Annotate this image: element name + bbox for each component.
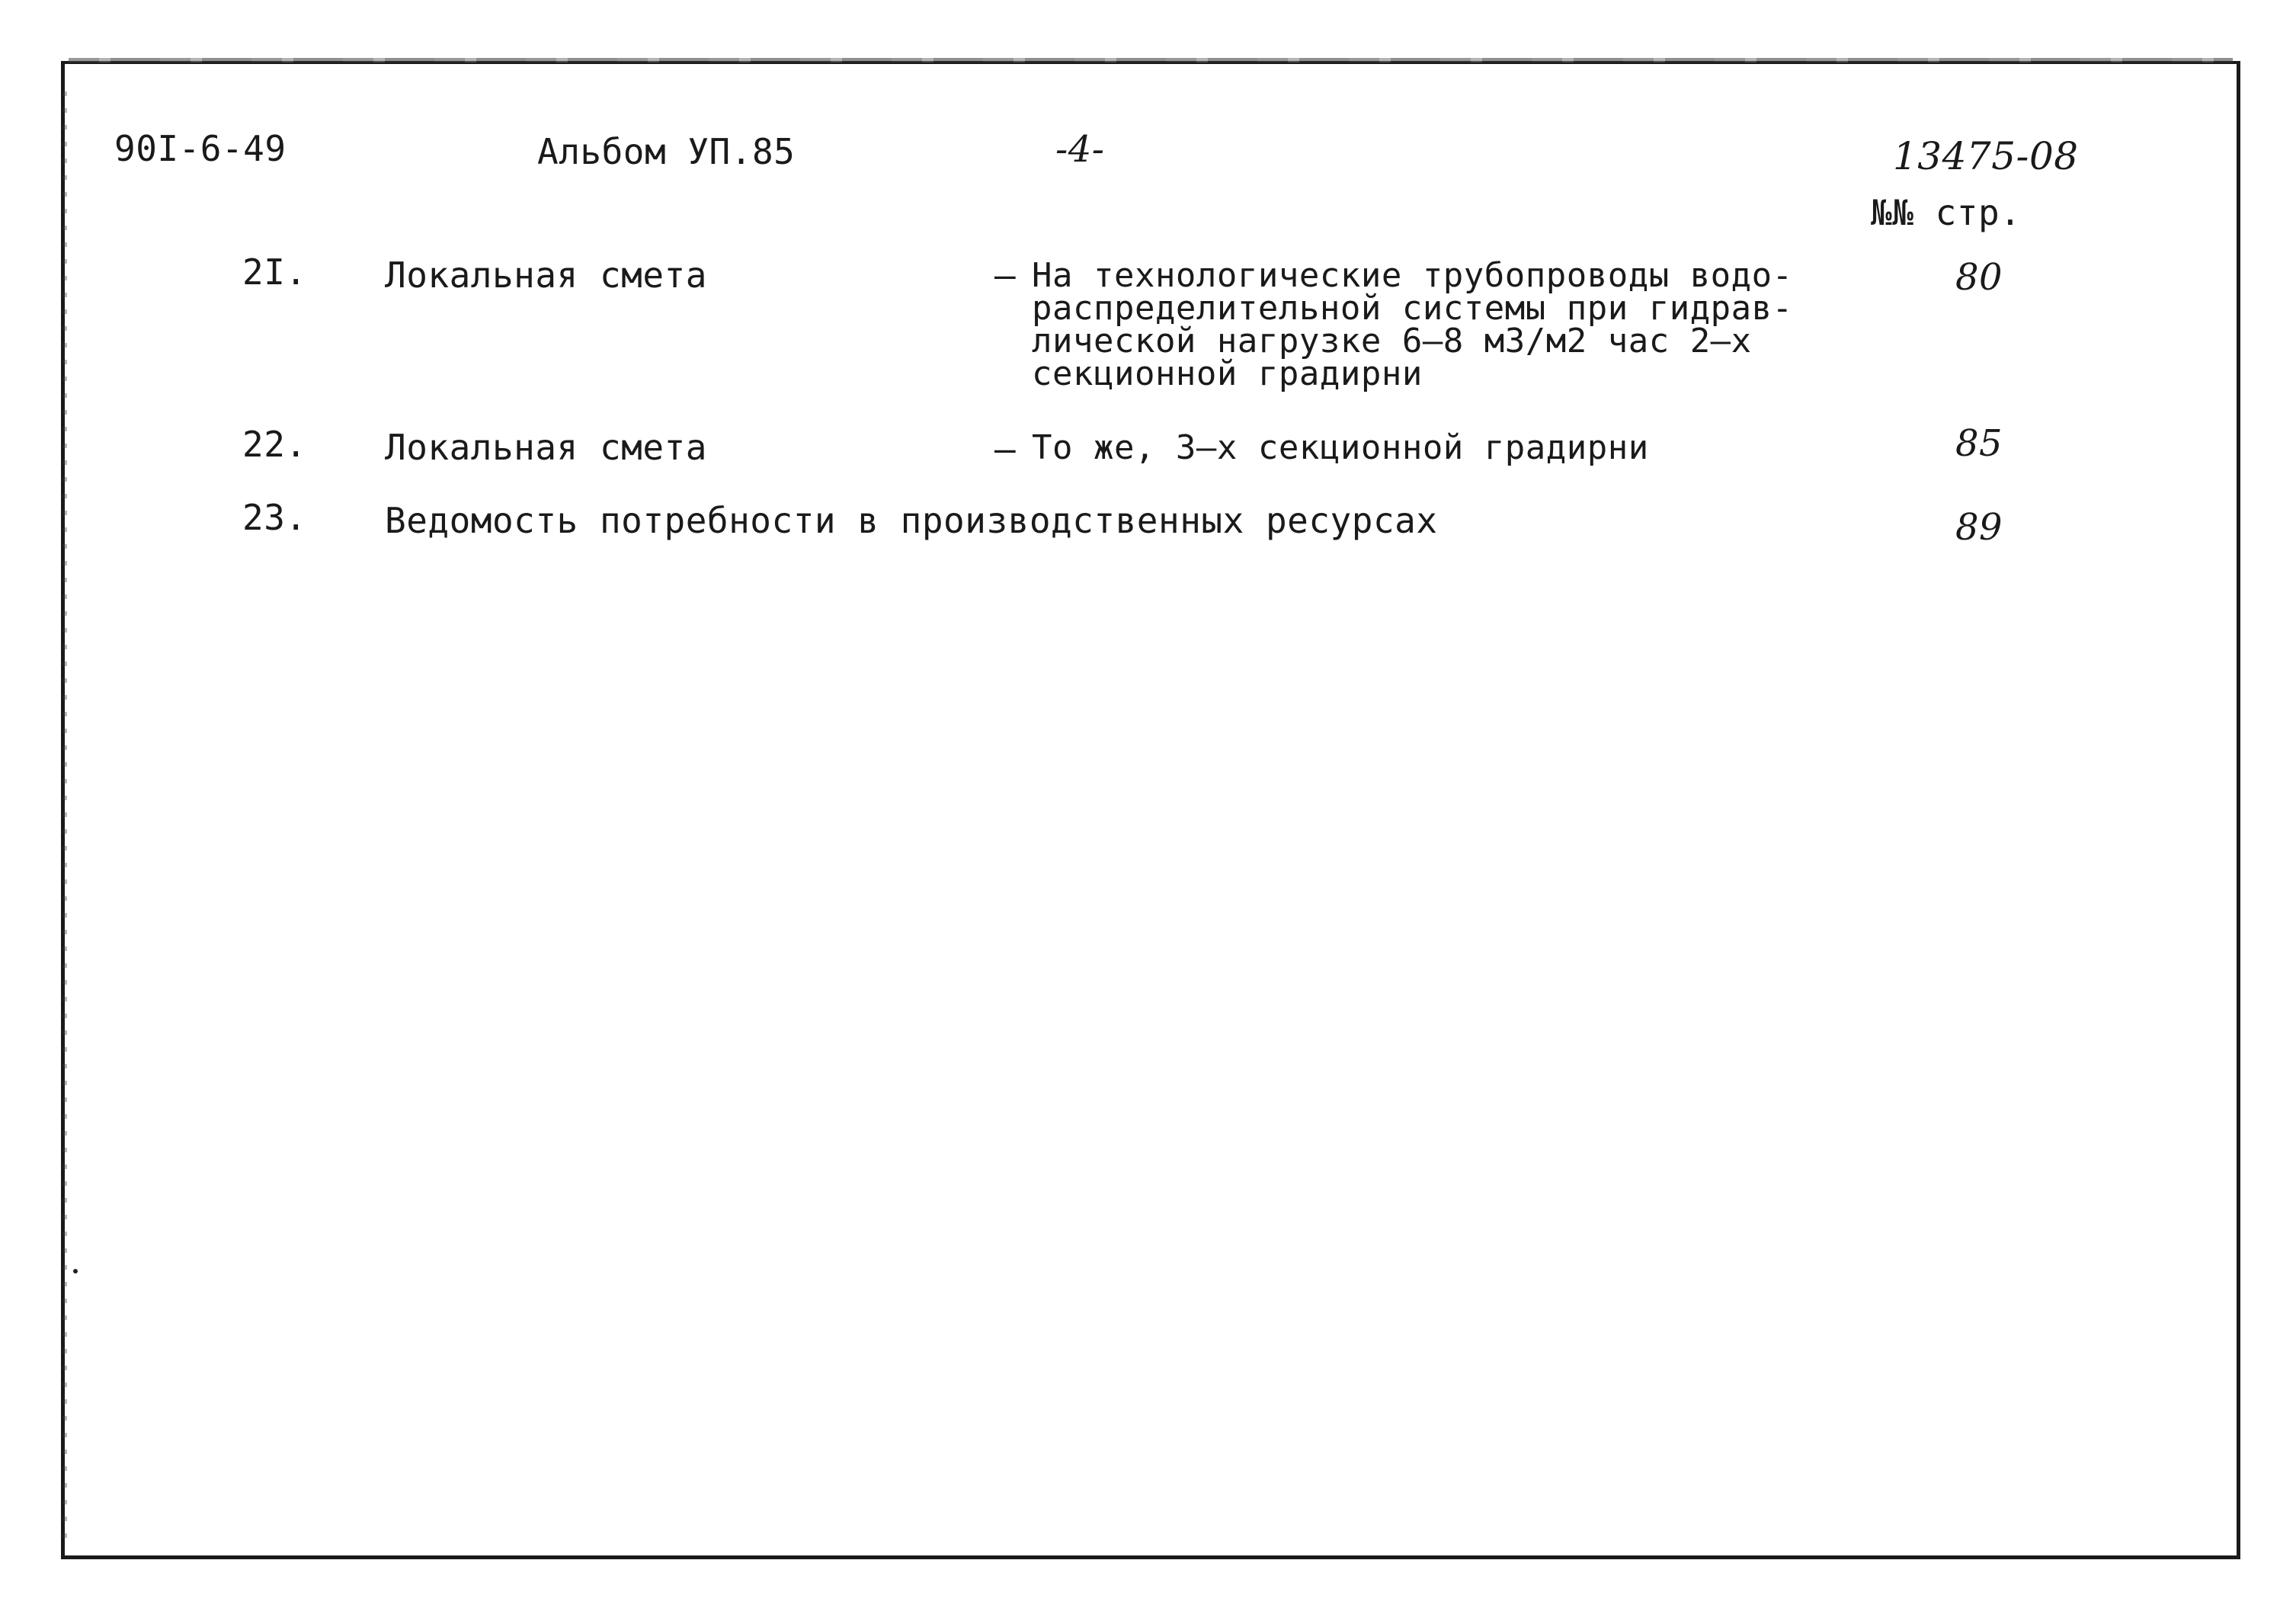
entry-description: То же, 3–х секционной градирни (1032, 428, 1649, 467)
entry-dash: – (994, 255, 1017, 296)
frame-left-edge (62, 91, 67, 1539)
entry-description: На технологические трубопроводы водо- распределительной системы при гидрав- лической нагрузке 6–8 м3/м2 час 2–х секционной градирни (1032, 256, 1793, 394)
entry-page: 89 (1955, 506, 2003, 549)
page-number: -4- (1055, 128, 1105, 171)
entry-title: Локальная смета (385, 255, 707, 296)
entry-number: 22. (242, 424, 307, 465)
entry-dash: – (994, 428, 1017, 469)
entry-title: Ведомость потребности в производственных ресурсах (385, 500, 1438, 541)
entry-page: 85 (1955, 422, 2003, 465)
series-code: 90I-6-49 (114, 128, 287, 169)
stray-mark (73, 1269, 78, 1273)
document-number: 13475-08 (1893, 134, 2079, 178)
entry-number: 2I. (242, 251, 307, 293)
album-title: Альбом УП.85 (537, 131, 796, 172)
page-column-label: №№ стр. (1871, 192, 2022, 233)
entry-number: 23. (242, 497, 307, 538)
frame-top-edge (69, 58, 2233, 62)
entry-title: Локальная смета (385, 427, 707, 468)
entry-page: 80 (1955, 256, 2003, 299)
